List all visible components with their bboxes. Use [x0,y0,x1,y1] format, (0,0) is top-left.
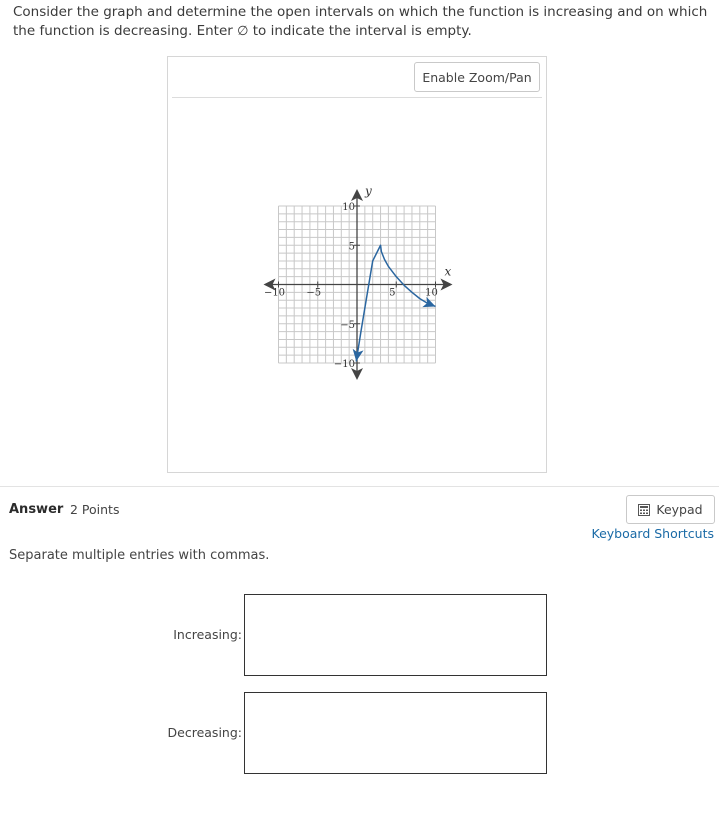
y-tick-label: −10 [333,359,355,370]
section-divider [0,486,719,487]
keyboard-shortcuts-link[interactable]: Keyboard Shortcuts [591,526,714,541]
decreasing-input[interactable] [244,692,547,774]
question-text-part2: to indicate the interval is empty. [248,23,472,39]
graph-panel [167,56,547,473]
answer-label: Answer [9,502,64,517]
keypad-label: Keypad [656,502,703,517]
increasing-input[interactable] [244,594,547,676]
y-tick-label: 10 [342,202,355,213]
instructions-text: Separate multiple entries with commas. [9,548,270,563]
y-tick-label: 5 [348,241,355,253]
x-axis-label: x [444,264,452,279]
empty-set-symbol: ∅ [237,24,249,39]
increasing-label: Increasing: [173,627,242,642]
y-tick-label: −5 [340,319,355,331]
y-axis-label: y [365,184,372,198]
question-text-part1: Consider the graph and determine the open intervals on which the function is increasing and on which the function is decreasing. Enter [13,4,708,39]
decreasing-label: Decreasing: [167,725,242,740]
x-tick-label: −10 [263,287,286,299]
x-tick-label: 10 [425,287,438,299]
points-label: 2 Points [70,502,120,517]
question-text [13,3,713,41]
enable-zoom-pan-button[interactable]: Enable Zoom/Pan [414,62,540,92]
calculator-icon [638,504,650,516]
function-graph [168,57,546,472]
x-tick-label: 5 [389,287,396,299]
x-tick-label: −5 [306,287,322,299]
keypad-button[interactable] [626,495,715,524]
